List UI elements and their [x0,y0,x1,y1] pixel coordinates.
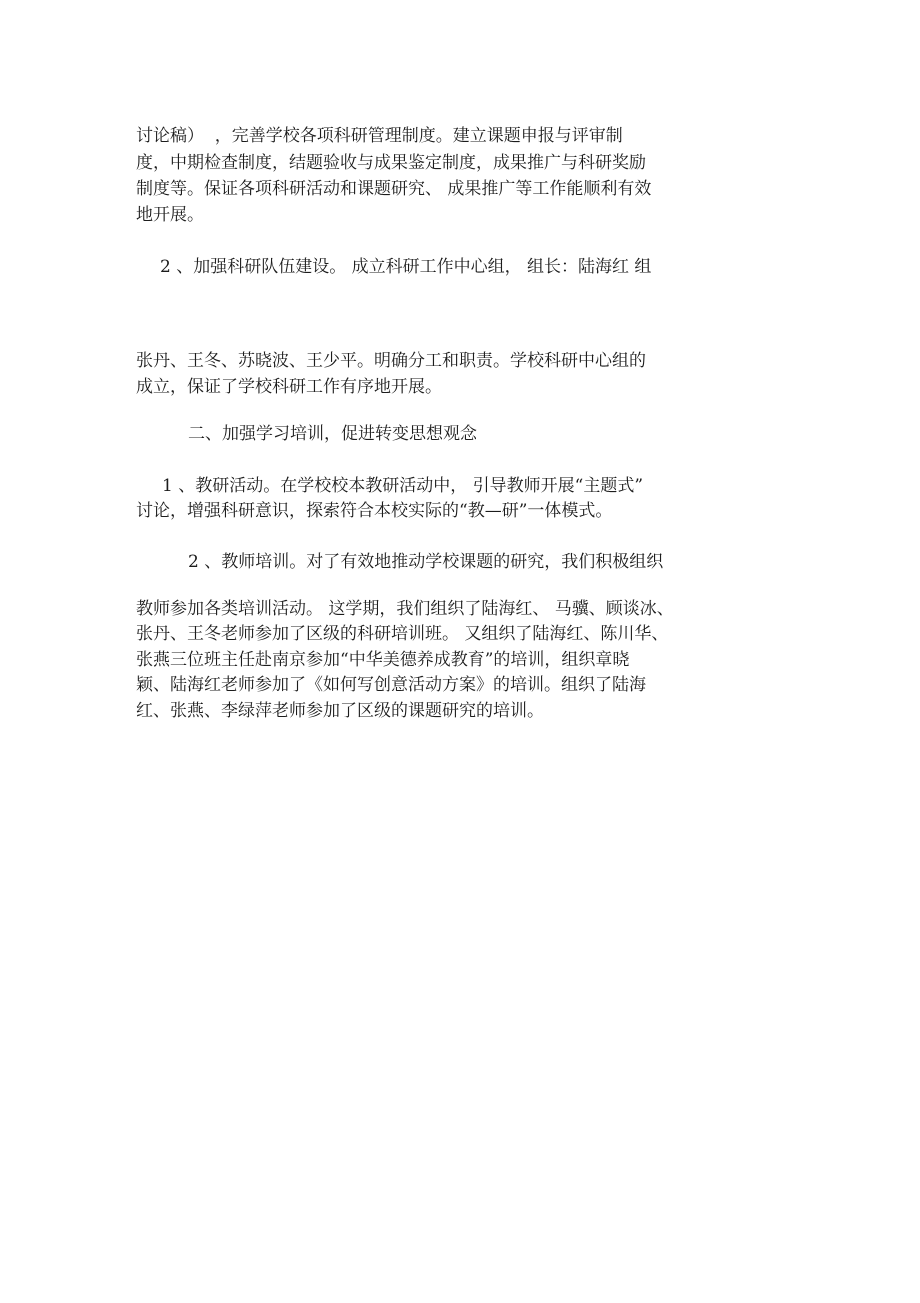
paragraph-line: 颖、陆海红老师参加了《如何写创意活动方案》的培训。组织了陆海 [136,675,646,695]
section-heading: 二、加强学习培训，促进转变思想观念 [188,424,477,444]
paragraph-line: 2 、教师培训。对了有效地推动学校课题的研究，我们积极组织 [188,552,664,572]
paragraph-line: 地开展。 [136,205,204,225]
paragraph-line: 1 、教研活动。在学校校本教研活动中， 引导教师开展“主题式” [162,476,644,496]
paragraph-line: 讨论，增强科研意识，探索符合本校实际的“教—研”一体模式。 [136,501,613,521]
paragraph-line: 讨论稿） ，完善学校各项科研管理制度。建立课题申报与评审制 [136,126,623,146]
paragraph-line: 2 、加强科研队伍建设。 成立科研工作中心组， 组长：陆海红 组 [160,257,652,277]
paragraph-line: 张燕三位班主任赴南京参加“中华美德养成教育”的培训，组织章晓 [136,650,630,670]
paragraph-line: 制度等。保证各项科研活动和课题研究、 成果推广等工作能顺利有效 [136,179,652,199]
paragraph-line: 成立，保证了学校科研工作有序地开展。 [136,377,442,397]
paragraph-line: 张丹、王冬老师参加了区级的科研培训班。 又组织了陆海红、陈川华、 [136,624,669,644]
paragraph-line: 度，中期检查制度，结题验收与成果鉴定制度，成果推广与科研奖励 [136,153,646,173]
paragraph-line: 张丹、王冬、苏晓波、王少平。明确分工和职责。学校科研中心组的 [136,351,646,371]
paragraph-line: 教师参加各类培训活动。 这学期，我们组织了陆海红、 马骥、顾谈冰、 [136,599,674,619]
paragraph-line: 红、张燕、李绿萍老师参加了区级的课题研究的培训。 [136,701,544,721]
